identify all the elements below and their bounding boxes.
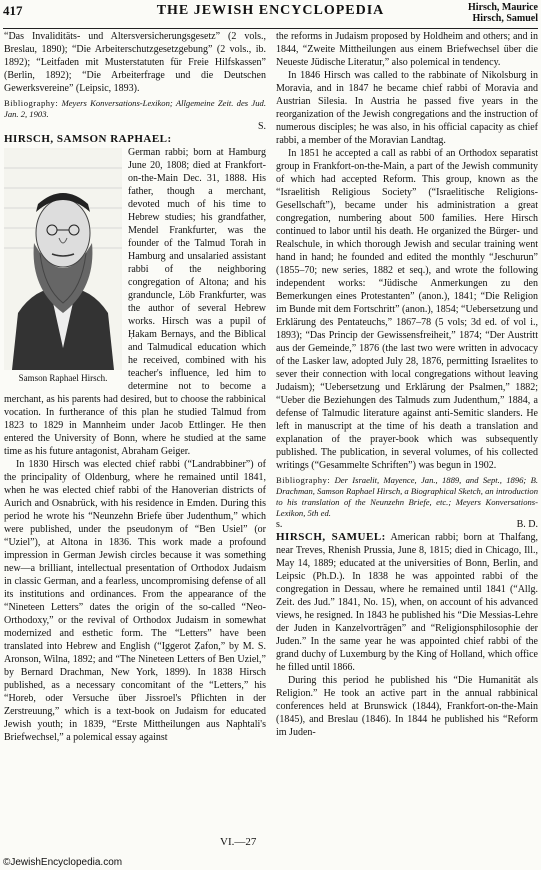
signature-left: s. <box>276 519 283 530</box>
site-watermark: ©JewishEncyclopedia.com <box>3 857 123 868</box>
entry-hirsch-samuel <box>276 531 538 674</box>
bibliography-text: Der Israelit, Mayence, Jan., 1889, and Sept., 1896; B. Drachman, Samson Raphael Hirsch, a Biographical Sketch, an introduction to his translation of the Neunzehn Briefe, etc.; Meyers Konversations-Lexikon, 5th ed. <box>276 475 539 518</box>
portrait-caption: Samson Raphael Hirsch. <box>18 373 108 383</box>
running-title: THE JEWISH ENCYCLOPEDIA <box>156 3 385 18</box>
bibliography-label: Bibliography: <box>4 98 59 108</box>
entry-title: HIRSCH, SAMUEL: <box>276 531 386 543</box>
entry2-paragraph-1: American rabbi; born at Thalfang, near Treves, Rhenish Prussia, June 8, 1815; died in Chicago, Ill., May 14, 1889; educated at the universities of Bonn, Berlin, and Leipsic (Ph.D.). In 1838 he was appointed rabbi of the congregation in Dessau, where he remained until 1841 (“Allg. Zeit. des Jud.” 1841, No. 15), when, on account of his advanced views, he resigned. In 1843 he published his “Die Messias-Lehre der Juden in Kanzelvorträgen” and “Religionsphilosophie der Juden.” In the same year he was appointed chief rabbi of the grand duchy of Luxemburg by the King of Holland, which office he filled until 1866. <box>276 532 538 673</box>
right-paragraph-1: In 1846 Hirsch was called to the rabbinate of Nikolsburg in Moravia, and in 1847 he became chief rabbi of Moravia and Austrian Silesia. In Austria he passed five years in the reorganization of the Jewish congregations and the instruction of numerous disciples; he was also, in his official capacity as chief rabbi, a member of the Moravian Landtag. <box>276 70 538 146</box>
signature-1: S. <box>257 121 266 132</box>
right-column <box>276 30 538 739</box>
entry-title: HIRSCH, SAMSON RAPHAEL: <box>4 133 172 145</box>
entry-range <box>468 2 538 24</box>
right-paragraph-0: the reforms in Judaism proposed by Holdheim and others; and in 1844, “Zweite Mittheilungen aus einem Briefwechsel über die Neueste Jüdische Literatur,” also polemical in tendency. <box>276 31 538 68</box>
portrait-figure <box>4 148 122 385</box>
bibliography-label: Bibliography: <box>276 475 331 485</box>
page-number: 417 <box>3 3 23 18</box>
entry-paragraph-2: In 1830 Hirsch was elected chief rabbi (“Landrabbiner”) of the principality of Oldenburg, where he remained until 1841, when he was elected chief rabbi of the Hanoverian districts of Aurich and Osnabrück, with his residence in Emden. During this period he wrote his “Neunzehn Briefe über Judenthum,” which were published, under the pseudonym of “Ben Usiel” (or “Uziel”), at Altona in 1836. This work made a profound impression in German Jewish circles because it was something new—a brilliant, intellectual presentation of Orthodox Judaism in classic German, and a fearless, uncompromising defense of all its institutions and ordinances. From the appearance of the “Nineteen Letters” dates the origin of the so-called “Neo-Orthodoxy,” or the revival of Orthodox Judaism in somewhat modernized and esthetic form. The “Letters” have been translated into Hebrew and English (“Iggerot Ẓafon,” by M. S. Aronson, Wilna, 1892; and “The Nineteen Letters of Ben Uziel,” by Bernard Drachman, New York, 1899). In 1838 Hirsch published, as a necessary concomitant of the “Letters,” his “Horeb, oder Versuche über Jissroel's Pflichten in der Zerstreuung,” which is a text-book on Judaism for educated Jewish youth; in 1839, “Erste Mittheilungen aus Naphtali's Briefwechsel,” a polemical essay against <box>4 459 266 743</box>
entry-range-first: Hirsch, Maurice <box>468 2 538 13</box>
signature-right: B. D. <box>516 519 538 530</box>
running-header <box>3 2 538 29</box>
signature-mark: VI.—27 <box>220 836 257 848</box>
entry2-paragraph-2: During this period he published his “Die Humanität als Religion.” He took an active part in the annual rabbinical conferences held at Brunswick (1844), Frankfort-on-the-Main (1845), and Breslau (1846). In 1844 he published his “Reform im Juden- <box>276 675 538 738</box>
entry-range-last: Hirsch, Samuel <box>472 13 538 24</box>
left-column <box>4 30 266 744</box>
entry-hirsch-samson-raphael <box>4 133 266 146</box>
bibliography-2 <box>276 475 538 519</box>
portrait-image <box>4 148 122 370</box>
bibliography-text: Meyers Konversations-Lexikon; Allgemeine Zeit. des Jud. Jan. 2, 1903. <box>4 98 266 119</box>
entry-paragraph-1: German rabbi; born at Hamburg June 20, 1808; died at Frankfort-on-the-Main Dec. 31, 1888. His father, though a merchant, devoted much of his time to Hebrew studies; his grandfather, Mendel Frankfurter, was the founder of the Talmud Torah in Hamburg and unsalaried assistant rabbi of the neighboring congregation of Altona; and his granduncle, Löb Frankfurter, was the author of several Hebrew works. Hirsch was a pupil of Ḥakam Bernays, and the Biblical and Talmudical education which he received, combined with his teacher's influence, led him to determine not to become a merchant, as his parents had desired, but to choose the rabbinical vocation. In furtherance of this plan he studied Talmud from 1823 to 1829 in Mannheim under Jacob Ettlinger. He then entered the University of Bonn, where he studied at the same time as his future antagonist, Abraham Geiger. <box>4 147 266 457</box>
right-paragraph-2: In 1851 he accepted a call as rabbi of an Orthodox separatist group in Frankfort-on-the-Main, a part of the Jewish community of which had accepted Reform. This group, known as the “Israelitish Religious Society” (“Israelitische Religions-Gesellschaft”), became under his administration a great congregation, numbering about 500 families. Here Hirsch continued to labor until his death. He organized the Bürger- und Realschule, in which thorough Jewish and secular training went hand in hand; he founded and edited the monthly “Jeschurun” (1855–70; new series, 1882 et seq.), and wrote the following independent works: “Jüdische Anmerkungen zu den Bemerkungen eines Protestanten” (anon.), 1841; “Die Religion im Bunde mit dem Fortschritt” (anon.), 1854; “Uebersetzung und Erklärung des Pentateuchs,” 1867–78 (5 vols; 3d ed. of vol i., 1893); “Das Princip der Gewissensfreiheit,” 1874; “Der Austritt aus der Gemeinde,” 1876 (the last two were written in advocacy of the Lasker law, adopted July 28, 1876, permitting Israelites to sever their connection with local congregations without leaving Judaism); “Uebersetzung und Erklärung der Psalmen,” 1882; “Ueber die Beziehungen des Talmuds zum Judenthum,” 1884, a defense of Talmudic literature against anti-Semitic slanders. He left in manuscript at the time of his death a translation and explanation of the prayer-book which was subsequently published. The publication, in several volumes, of his collected writings (“Gesammelte Schriften”) was begun in 1902. <box>276 148 538 471</box>
bibliography-1 <box>4 98 266 120</box>
signature-2 <box>276 519 538 531</box>
continued-paragraph: “Das Invaliditäts- und Altersversicherungsgesetz” (2 vols., Breslau, 1890); “Die Arbeiterschutzgesetzgebung” (2 vols., ib. 1892); “Leitfaden mit Musterstatuten für Freie Hilfskassen” (Berlin, 1892); “Die Arbeiterfrage und die Deutschen Gewerksvereine” (Leipsic, 1893). <box>4 31 266 94</box>
